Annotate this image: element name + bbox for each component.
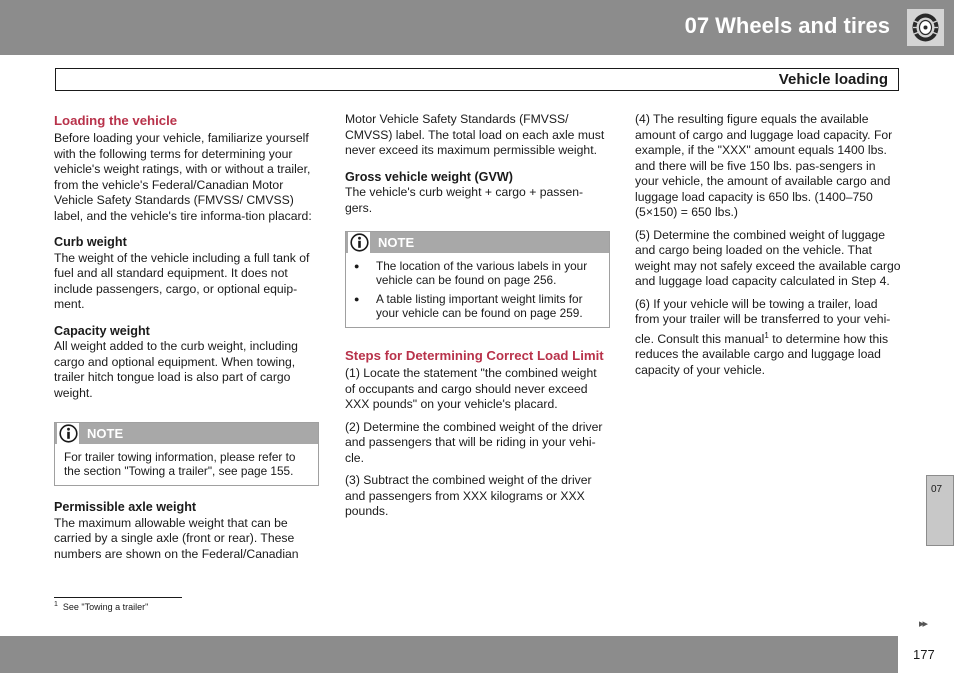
column-2 [345,112,610,520]
axle-weight-text: The maximum allowable weight that can be carried by a single axle (front or rear). These numbers are shown on the Federal/Canadian [54,515,299,561]
list-item: ● The location of the various labels in your vehicle can be found on page 256. [354,259,601,287]
column-1 [54,113,319,562]
note-header [346,232,609,253]
note-list [354,259,601,320]
column-3 [635,112,901,378]
step-3: (3) Subtract the combined weight of the driver and passengers from XXX kilograms or XXX pounds. [345,473,592,518]
footnote [54,601,148,612]
footnote-marker: 1 [54,601,58,608]
loading-vehicle-heading: Loading the vehicle [54,113,178,128]
step-6 [635,297,901,379]
capacity-weight-heading: Capacity weight [54,323,150,338]
step-1: (1) Locate the statement "the combined weight of occupants and cargo should never exceed XXX pounds" on your vehicle's placard. [345,366,597,411]
curb-weight-heading: Curb weight [54,235,127,249]
note-body [346,253,609,327]
page-number: 177 [913,647,935,662]
next-page-icon[interactable]: ▸▸ [919,618,927,630]
gvw-heading: Gross vehicle weight (GVW) [345,169,513,184]
section-title: Vehicle loading [778,71,888,88]
intro-paragraph: Before loading your vehicle, familiarize yourself with the following terms for determining your vehicle's weight ratings, with or without a trailer, from the vehicle's Federal/Canadian Motor Vehicle Safety Standards (FMVSS/ CMVSS) label, and the vehicle's tire informa-tion placard: [54,131,312,223]
list-item: ● A table listing important weight limits for your vehicle can be found on page 259. [354,292,601,320]
info-icon [57,423,79,444]
axle-weight-heading: Permissible axle weight [54,500,197,514]
footnote-reference[interactable]: 1 [764,330,769,340]
trailer-note-box [54,422,319,486]
footnote-divider [54,597,182,598]
steps-heading: Steps for Determining Correct Load Limit [345,348,604,363]
footnote-text: See "Towing a trailer" [62,602,149,612]
section-header-box [55,68,899,91]
axle-weight-continued: Motor Vehicle Safety Standards (FMVSS/ CMVSS) label. The total load on each axle must never exceed its maximum permissible weight. [345,112,605,157]
step-6-text-a: (6) If your vehicle will be towing a trailer, load from your trailer will be transferred to your vehi-cle. Consult this manual [635,296,891,346]
info-icon [348,232,370,253]
tire-icon [907,9,944,46]
note-label: NOTE [378,234,415,250]
note-label: NOTE [87,425,124,441]
step-2: (2) Determine the combined weight of the driver and passengers that will be riding in your vehi-cle. [345,419,603,465]
curb-weight-text: The weight of the vehicle including a full tank of fuel and all standard equipment. It does not include passengers, cargo, or optional equip-ment. [54,250,310,311]
chapter-side-tab[interactable] [926,475,954,546]
step-5: (5) Determine the combined weight of luggage and cargo being loaded on the vehicle. That weight may not safely exceed the available cargo and luggage load capacity calculated in Step 4. [635,227,901,288]
header-bar [0,0,954,55]
side-tab-label: 07 [931,484,943,495]
chapter-title: 07 Wheels and tires [684,13,890,38]
note-text: For trailer towing information, please refer to the section "Towing a trailer", see page 155. [64,450,296,478]
step-6-text-b: to determine how this reduces the available cargo and luggage load capacity of your vehicle. [635,331,889,377]
footer-bar [0,636,954,673]
gvw-text: The vehicle's curb weight + cargo + passen-gers. [345,185,584,215]
labels-note-box [345,231,610,328]
step-4: (4) The resulting figure equals the available amount of cargo and luggage load capacity. For example, if the "XXX" amount equals 1400 lbs. and there will be five 150 lbs. pas-sengers in your vehicle, the amount of available cargo and luggage load capacity is 650 lbs. (1400–750 (5×150) = 650 lbs.) [635,112,893,219]
capacity-weight-text: All weight added to the curb weight, including cargo and optional equipment. When towing, trailer hitch tongue load is also part of cargo weight. [54,339,298,400]
note-header [55,423,318,444]
